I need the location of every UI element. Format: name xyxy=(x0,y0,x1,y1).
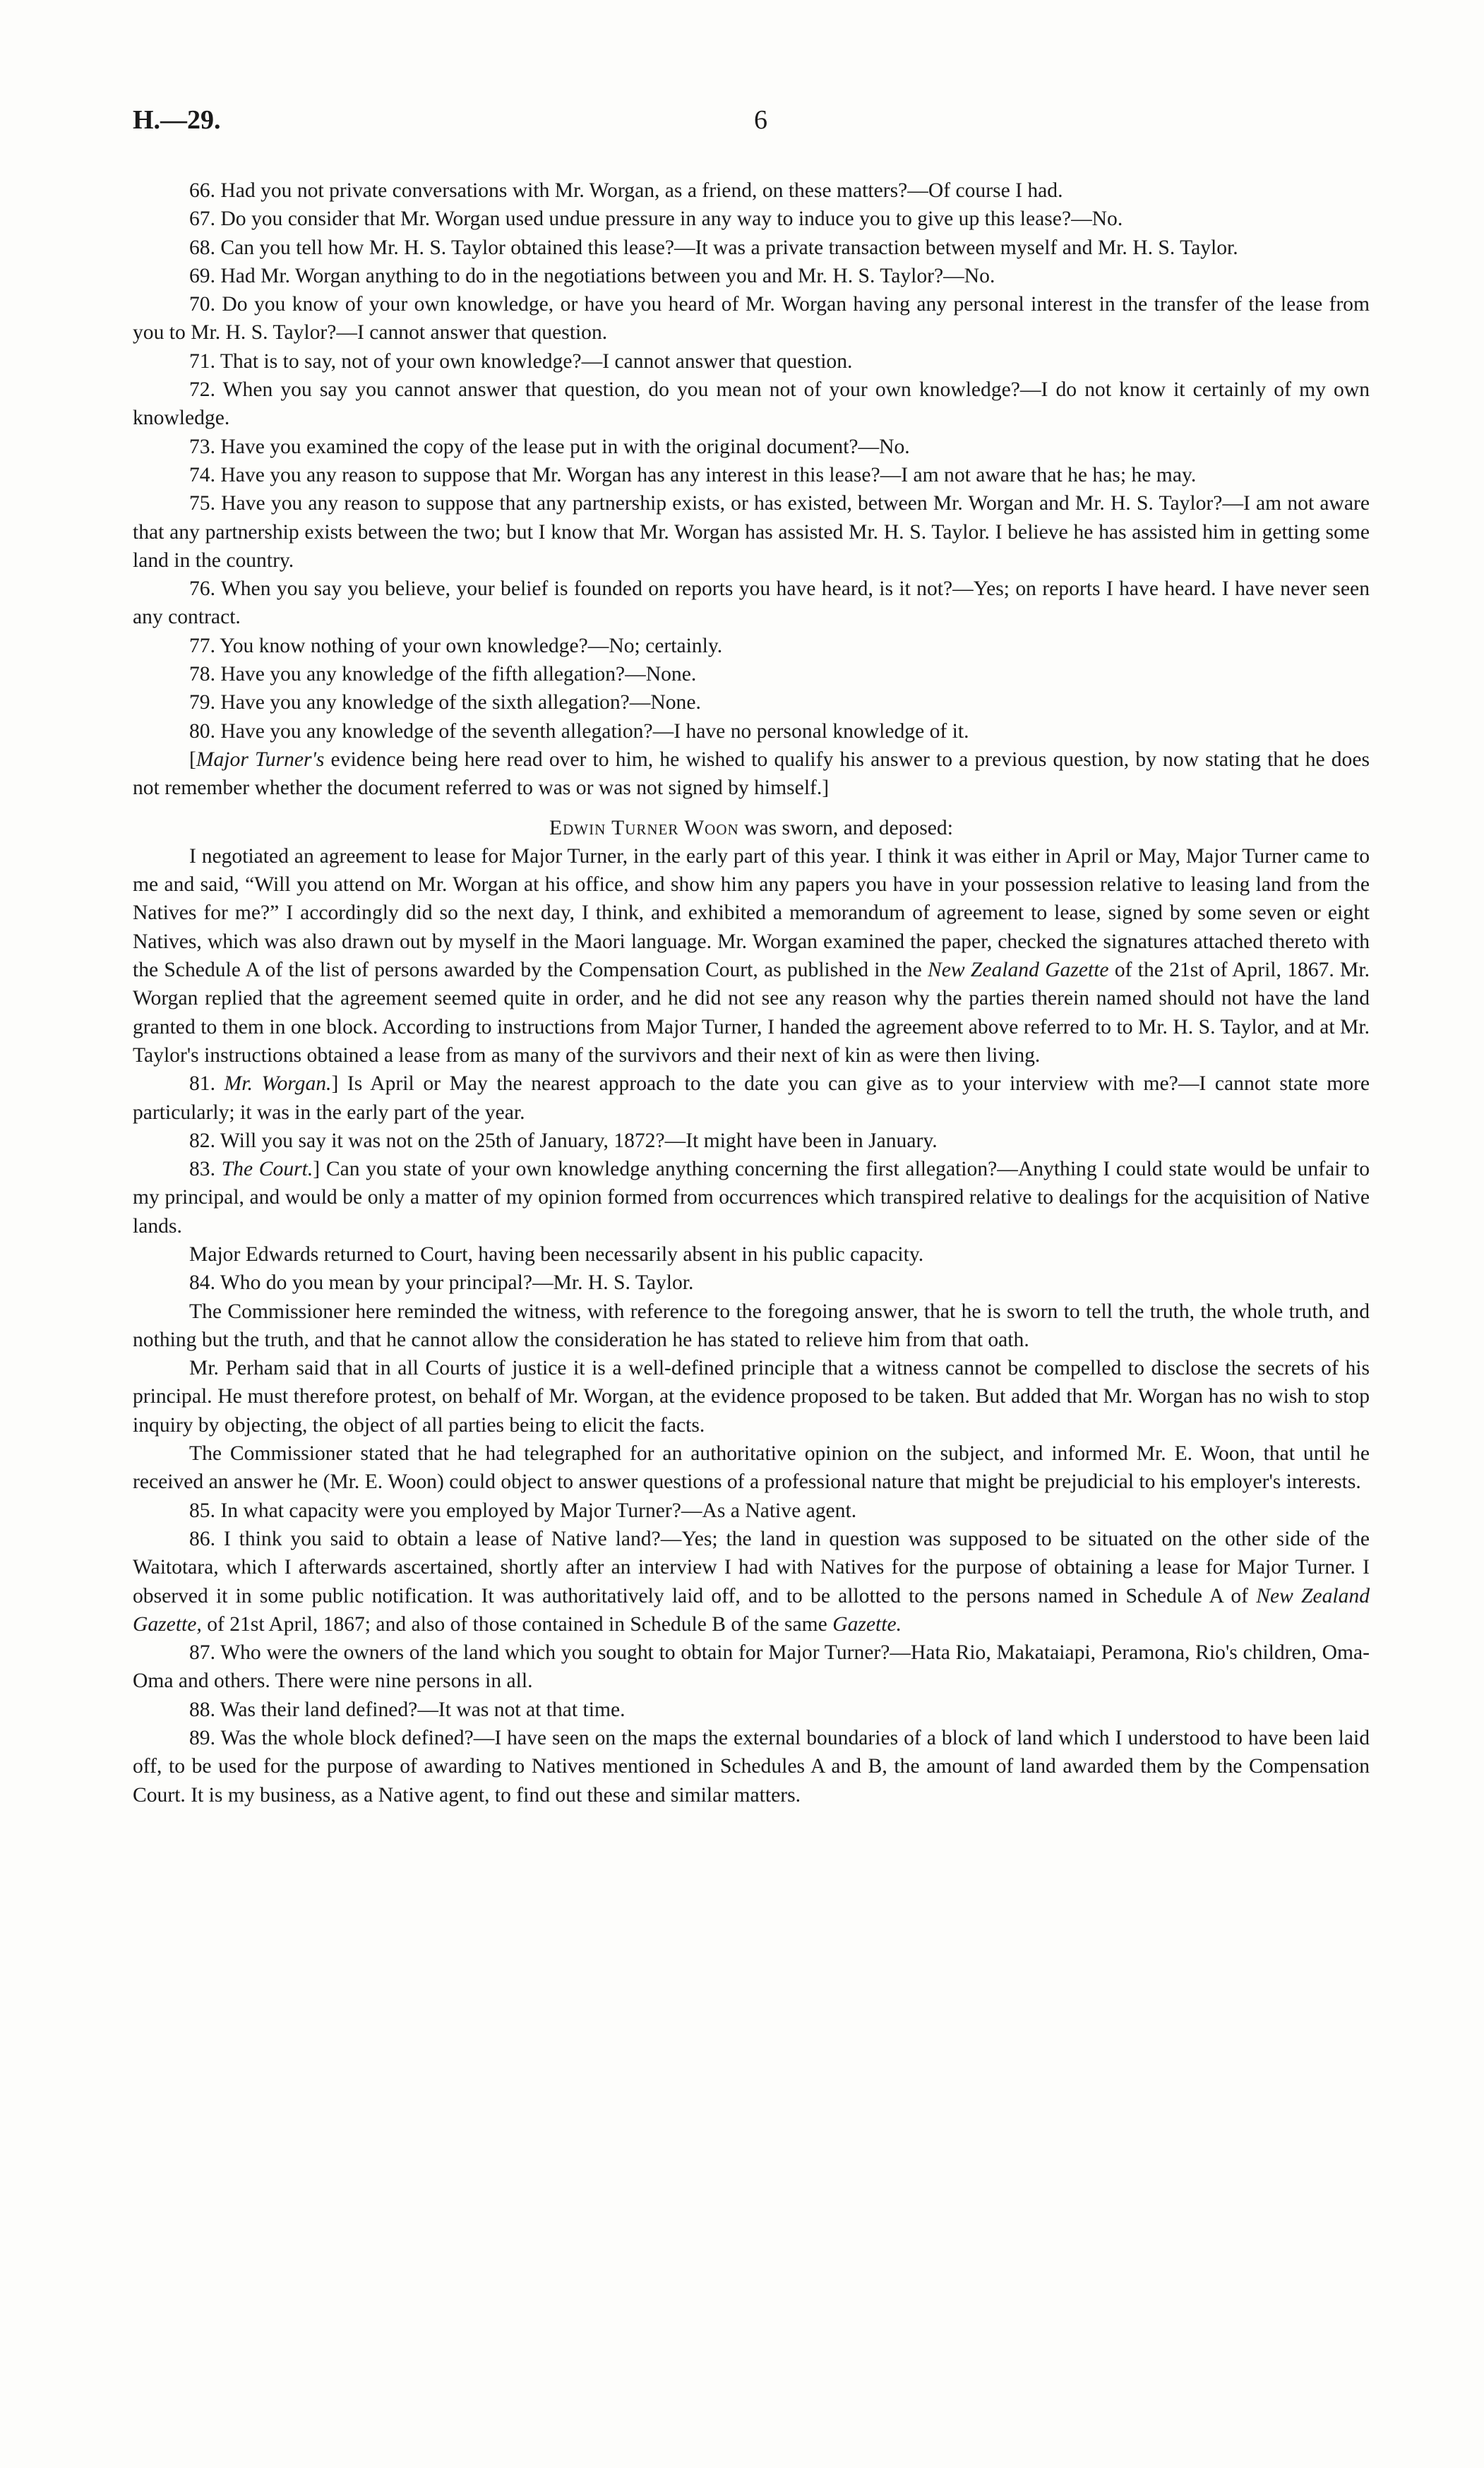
paragraph: 84. Who do you mean by your principal?—Mr. H. S. Taylor. xyxy=(189,1271,694,1295)
paragraph: Major Edwards returned to Court, having been necessarily absent in his public capacity. xyxy=(189,1242,924,1266)
paragraph: 75. Have you any reason to suppose that any partnership exists, or has existed, between Mr. Worgan and Mr. H. S. Taylor?—I am not aware that any partnership exists between the two; but I know that Mr. Worgan has assisted Mr. H. S. Taylor. I believe he has assisted him in getting some land in the country. xyxy=(133,492,1370,572)
paragraph: 72. When you say you cannot answer that question, do you mean not of your own knowledge?—I do not know it certainly of my own knowledge. xyxy=(133,378,1370,430)
paragraph-text: I negotiated an agreement to lease for Major Turner, in the early part of this year. I think it was either in April or May, Major Turner came to me and said, “Will you attend on Mr. Worgan at his office, and show him any papers you have in your possession relative to leasing land from the Natives for me?” I accordingly did so the next day, I think, and exhibited a memorandum of agreement to lease, signed by some seven or eight Natives, which was also drawn out by myself in the Maori language. Mr. Worgan examined the paper, checked the signatures attached thereto with the Schedule A of the list of persons awarded by the Compensation Court, as published in the xyxy=(133,844,1370,982)
editorial-note xyxy=(133,745,1370,803)
page-number: 6 xyxy=(754,105,767,135)
paragraph: 87. Who were the owners of the land which you sought to obtain for Major Turner?—Hata Rio, Makataiapi, Peramona, Rio's children, Oma-Oma and others. There were nine persons in all. xyxy=(133,1641,1370,1693)
page-header xyxy=(133,104,1370,147)
document-reference: H.—29. xyxy=(133,105,221,135)
paragraph: 80. Have you any knowledge of the seventh allegation?—I have no personal knowledge of it. xyxy=(189,719,969,743)
paragraph-italic: Mr. Worgan. xyxy=(224,1072,332,1096)
paragraph-text: of 21st April, 1867; and also of those contained in Schedule B of the same xyxy=(201,1612,833,1636)
paragraph: Mr. Perham said that in all Courts of justice it is a well-defined principle that a witness cannot be compelled to disclose the secrets of his principal. He must therefore protest, on behalf of Mr. Worgan, at the evidence proposed to be taken. But added that Mr. Worgan has no wish to stop inquiry by objecting, the object of all parties being to elicit the facts. xyxy=(133,1357,1370,1437)
paragraph: 69. Had Mr. Worgan anything to do in the negotiations between you and Mr. H. S. Taylor?—No. xyxy=(189,264,995,287)
paragraph: 70. Do you know of your own knowledge, or have you heard of Mr. Worgan having any personal interest in the transfer of the lease from you to Mr. H. S. Taylor?—I cannot answer that question. xyxy=(133,293,1370,345)
paragraph-text: ] Can you state of your own knowledge anything concerning the first allegation?—Anything I could state would be unfair to my principal, and would be only a matter of my opinion formed from occurrences which transpired relative to dealings for the acquisition of Native lands. xyxy=(133,1158,1370,1238)
paragraph: 82. Will you say it was not on the 25th of January, 1872?—It might have been in January. xyxy=(189,1129,938,1152)
paragraph xyxy=(133,1070,1370,1127)
document-body xyxy=(133,176,1370,1809)
paragraph: The Commissioner here reminded the witness, with reference to the foregoing answer, that he is sworn to tell the truth, the whole truth, and nothing but the truth, and that he cannot allow the consideration he has stated to relieve him from that oath. xyxy=(133,1300,1370,1351)
paragraph: 88. Was their land defined?—It was not at that time. xyxy=(189,1698,626,1721)
paragraph xyxy=(133,1155,1370,1240)
paragraph xyxy=(133,842,1370,1070)
paragraph xyxy=(133,1525,1370,1639)
note-italic: Major Turner's xyxy=(196,748,325,771)
paragraph: 71. That is to say, not of your own knowledge?—I cannot answer that question. xyxy=(189,349,853,373)
paragraph-italic: New Zealand Gazette xyxy=(928,959,1109,982)
paragraph: 66. Had you not private conversations with Mr. Worgan, as a friend, on these matters?—Of course I had. xyxy=(189,179,1063,202)
paragraph: 78. Have you any knowledge of the fifth allegation?—None. xyxy=(189,663,697,686)
paragraph-text: 83. xyxy=(189,1158,222,1181)
paragraph: 85. In what capacity were you employed by Major Turner?—As a Native agent. xyxy=(189,1499,857,1522)
paragraph-text: 81. xyxy=(189,1072,225,1096)
witness-heading-rest: was sworn, and deposed: xyxy=(738,816,953,839)
witness-heading xyxy=(133,814,1370,842)
paragraph: 74. Have you any reason to suppose that Mr. Worgan has any interest in this lease?—I am not aware that he has; he may. xyxy=(189,463,1197,486)
paragraph: 77. You know nothing of your own knowledge?—No; certainly. xyxy=(189,634,723,657)
note-text: evidence being here read over to him, he wished to qualify his answer to a previous question, by now stating that he does not remember whether the document referred to was or was not signed by himself.] xyxy=(133,748,1370,800)
paragraph-text: 86. I think you said to obtain a lease of Native land?—Yes; the land in question was supposed to be situated on the other side of the Waitotara, which I afterwards ascertained, shortly after an interview I had with Natives for the purpose of obtaining a lease for Major Turner. I observed it in some public notification. It was authoritatively laid off, and to be allotted to the persons named in Schedule A of xyxy=(133,1527,1370,1607)
witness-name: Edwin Turner Woon xyxy=(549,816,739,839)
paragraph-italic: The Court. xyxy=(221,1158,313,1181)
paragraph: 79. Have you any knowledge of the sixth allegation?—None. xyxy=(189,691,701,714)
note-bracket: [ xyxy=(189,748,196,771)
paragraph-text: ] Is April or May the nearest approach to the date you can give as to your interview with me?—I cannot state more particularly; it was in the early part of the year. xyxy=(133,1072,1370,1124)
paragraph: 73. Have you examined the copy of the lease put in with the original document?—No. xyxy=(189,435,910,458)
paragraph-italic: New Zealand Gazette, xyxy=(133,1584,1370,1636)
paragraph-text: of the 21st of April, 1867. Mr. Worgan replied that the agreement seemed quite in order, and he did not see any reason why the parties therein named should not have the land granted to them in one block. According to instructions from Major Turner, I handed the agreement above referred to to Mr. H. S. Taylor, and at Mr. Taylor's instructions obtained a lease from as many of the survivors and their next of kin as were then living. xyxy=(133,959,1370,1067)
paragraph: 68. Can you tell how Mr. H. S. Taylor obtained this lease?—It was a private transaction between myself and Mr. H. S. Taylor. xyxy=(189,236,1238,259)
paragraph-italic: Gazette. xyxy=(832,1612,902,1636)
paragraph: The Commissioner stated that he had telegraphed for an authoritative opinion on the subject, and informed Mr. E. Woon, that until he received an answer he (Mr. E. Woon) could object to answer questions of a professional nature that might be prejudicial to his employer's interests. xyxy=(133,1442,1370,1494)
paragraph: 89. Was the whole block defined?—I have seen on the maps the external boundaries of a block of land which I understood to have been laid off, to be used for the purpose of awarding to Natives mentioned in Schedules A and B, the amount of land awarded them by the Compensation Court. It is my business, as a Native agent, to find out these and similar matters. xyxy=(133,1727,1370,1807)
paragraph: 67. Do you consider that Mr. Worgan used undue pressure in any way to induce you to give up this lease?—No. xyxy=(189,208,1123,231)
paragraph: 76. When you say you believe, your belief is founded on reports you have heard, is it not?—Yes; on reports I have heard. I have never seen any contract. xyxy=(133,577,1370,629)
